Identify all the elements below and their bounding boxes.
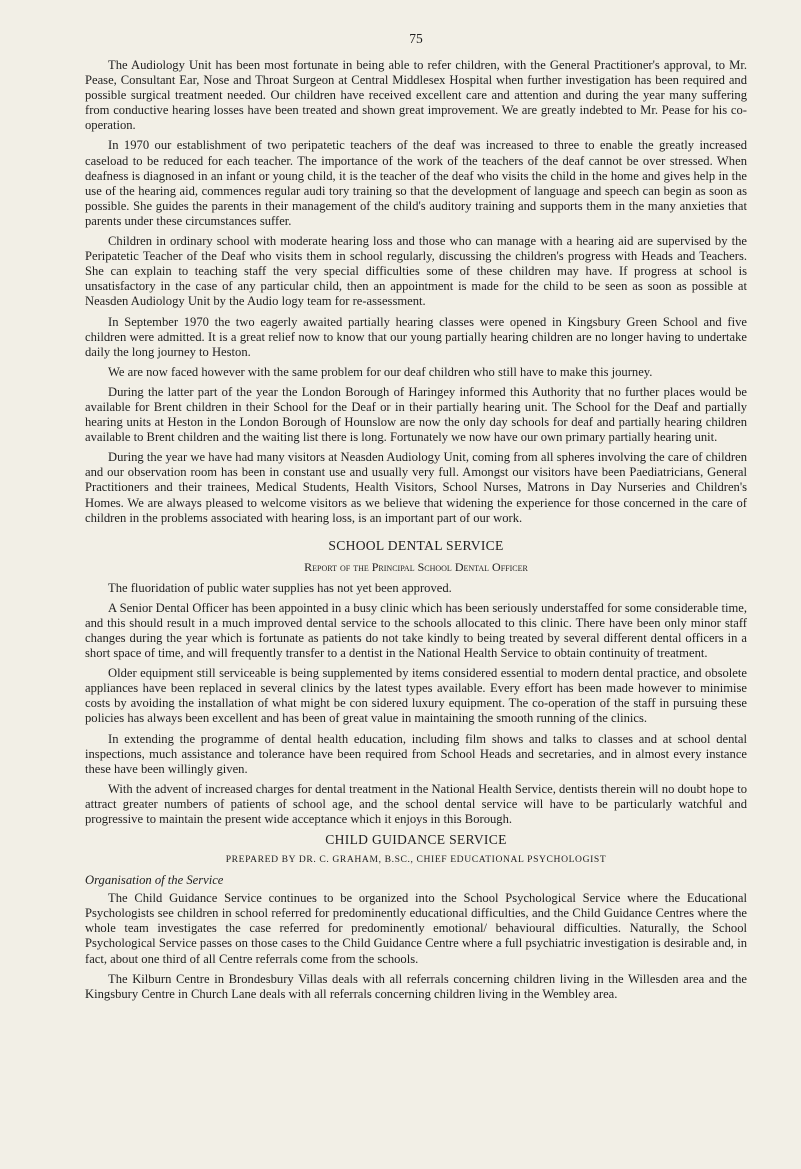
section-heading: CHILD GUIDANCE SERVICE (325, 832, 507, 848)
paragraph: Children in ordinary school with moderate hearing loss and those who can manage with a hearing aid are supervised by the Peripatetic Teacher of the Deaf who visits them in school regularly, discussing the children's progress with Heads and Teachers. She can explain to teaching staff the very special difficulties some of these children may have. If progress at school is unsatisfactory in the case of any particular child, then an appointment is made for the child to be seen as soon as possible at Neasden Audiology Unit by the Audio logy team for re-assessment. (85, 234, 747, 309)
prepared-by-line: PREPARED BY DR. C. GRAHAM, B.SC., CHIEF EDUCATIONAL PSYCHOLOGIST (225, 854, 607, 866)
audiology-section (85, 58, 747, 526)
dental-section (85, 538, 747, 827)
paragraph: A Senior Dental Officer has been appointed in a busy clinic which has been seriously understaffed for some considerable time, and this should result in a much improved dental service to the schools allocated to this clinic. There have been only minor staff changes during the year which is fortunate as patients do not take kindly to being treated by several different dental officers in a short space of time, and will frequently transfer to a dentist in the National Health Service to obtain continuity of treatment. (85, 600, 747, 661)
section-heading: SCHOOL DENTAL SERVICE (328, 537, 504, 553)
paragraph: In extending the programme of dental health education, including film shows and talks to classes and at school dental inspections, much assistance and tolerance have been required from School Heads and secretaries, and in almost every instance these have been willingly given. (85, 731, 747, 776)
paragraph: The fluoridation of public water supplies has not yet been approved. (108, 580, 452, 595)
paragraph: During the year we have had many visitors at Neasden Audiology Unit, coming from all spheres involving the care of children and our observation room has been in constant use and usually very full. Amongst our visitors have been Paediatricians, General Practitioners and their trainees, Medical Students, Health Visitors, School Nurses, Matrons in Day Nurseries and Children's Homes. We are always pleased to welcome visitors as we believe that widening the experience for those concerned in the care of children in the problems associated with hearing loss, is an important part of our work. (85, 450, 747, 525)
subsection-title: Organisation of the Service (85, 873, 224, 888)
paragraph: With the advent of increased charges for dental treatment in the National Health Service, dentists therein will no doubt hope to attract greater numbers of patients of school age, and the school dental service will have to be particularly watchful and progressive to maintain the present wide acceptance which it enjoys in this Borough. (85, 781, 747, 827)
paragraph: In 1970 our establishment of two peripatetic teachers of the deaf was increased to three to enable the greatly increased caseload to be reduced for each teacher. The importance of the work of the teachers of the deaf cannot be over stressed. When deafness is diagnosed in an infant or young child, it is the teacher of the deaf who visits the child in the home and gives help in the use of the hearing aid, commences regular audi tory training so that the development of language and speech can begin as soon as possible. She guides the parents in their management of the child's auditory training and supports them in the many anxieties that parents under these circumstances suffer. (85, 138, 747, 228)
paragraph: Older equipment still serviceable is being supplemented by items considered essential to modern dental practice, and obsolete appliances have been replaced in several clinics by the latest types available. Every effort has been made however to minimise costs by avoiding the installation of what might be con sidered luxury equipment. The co-operation of the staff in pursuing these policies has always been excellent and has been of great value in maintaining the smooth running of the clinics. (85, 666, 747, 726)
child-guidance-section (85, 832, 747, 1002)
paragraph: During the latter part of the year the London Borough of Haringey informed this Authority that no further places would be available for Brent children in their School for the Deaf or in their partially hearing unit. The School for the Deaf and partially hearing units at Heston in the London Borough of Hounslow are now the only day schools for deaf and partially hearing children available to Brent children and the waiting list there is long. Fortunately we now have our own primary partially hearing unit. (85, 384, 747, 445)
page-number: 75 (409, 31, 423, 46)
paragraph: We are now faced however with the same problem for our deaf children who still have to make this journey. (108, 364, 653, 379)
paragraph: The Audiology Unit has been most fortunate in being able to refer children, with the General Practitioner's approval, to Mr. Pease, Consultant Ear, Nose and Throat Surgeon at Central Middlesex Hospital when further investigation has been required and possible surgical treatment needed. Our children have received excellent care and attention and during the year many suffering from conductive hearing losses have been treated and shown great improvement. We are greatly indebted to Mr. Pease for his co-operation. (85, 58, 747, 133)
paragraph: The Child Guidance Service continues to be organized into the School Psychological Service where the Educational Psychologists see children in school referred for predominently educational difficulties, and the Child Guidance Centres where the whole team investigates the case referred for predominently emotional/ behavioural difficulties. Naturally, the School Psychological Service passes on those cases to the Child Guidance Centre where a full psychiatric investigation is desirable and, in fact, about one third of all Centre referrals come from the schools. (85, 891, 747, 966)
paragraph: In September 1970 the two eagerly awaited partially hearing classes were opened in Kingsbury Green School and five children were admitted. It is a great relief now to know that our young partially hearing children are no longer having to undertake daily the long journey to Heston. (85, 314, 747, 359)
paragraph: The Kilburn Centre in Brondesbury Villas deals with all referrals concerning children living in the Willesden area and the Kingsbury Centre in Church Lane deals with all referrals concerning children living in the Wembley area. (85, 971, 747, 1001)
section-subheading: Report of the Principal School Dental Officer (304, 559, 528, 574)
